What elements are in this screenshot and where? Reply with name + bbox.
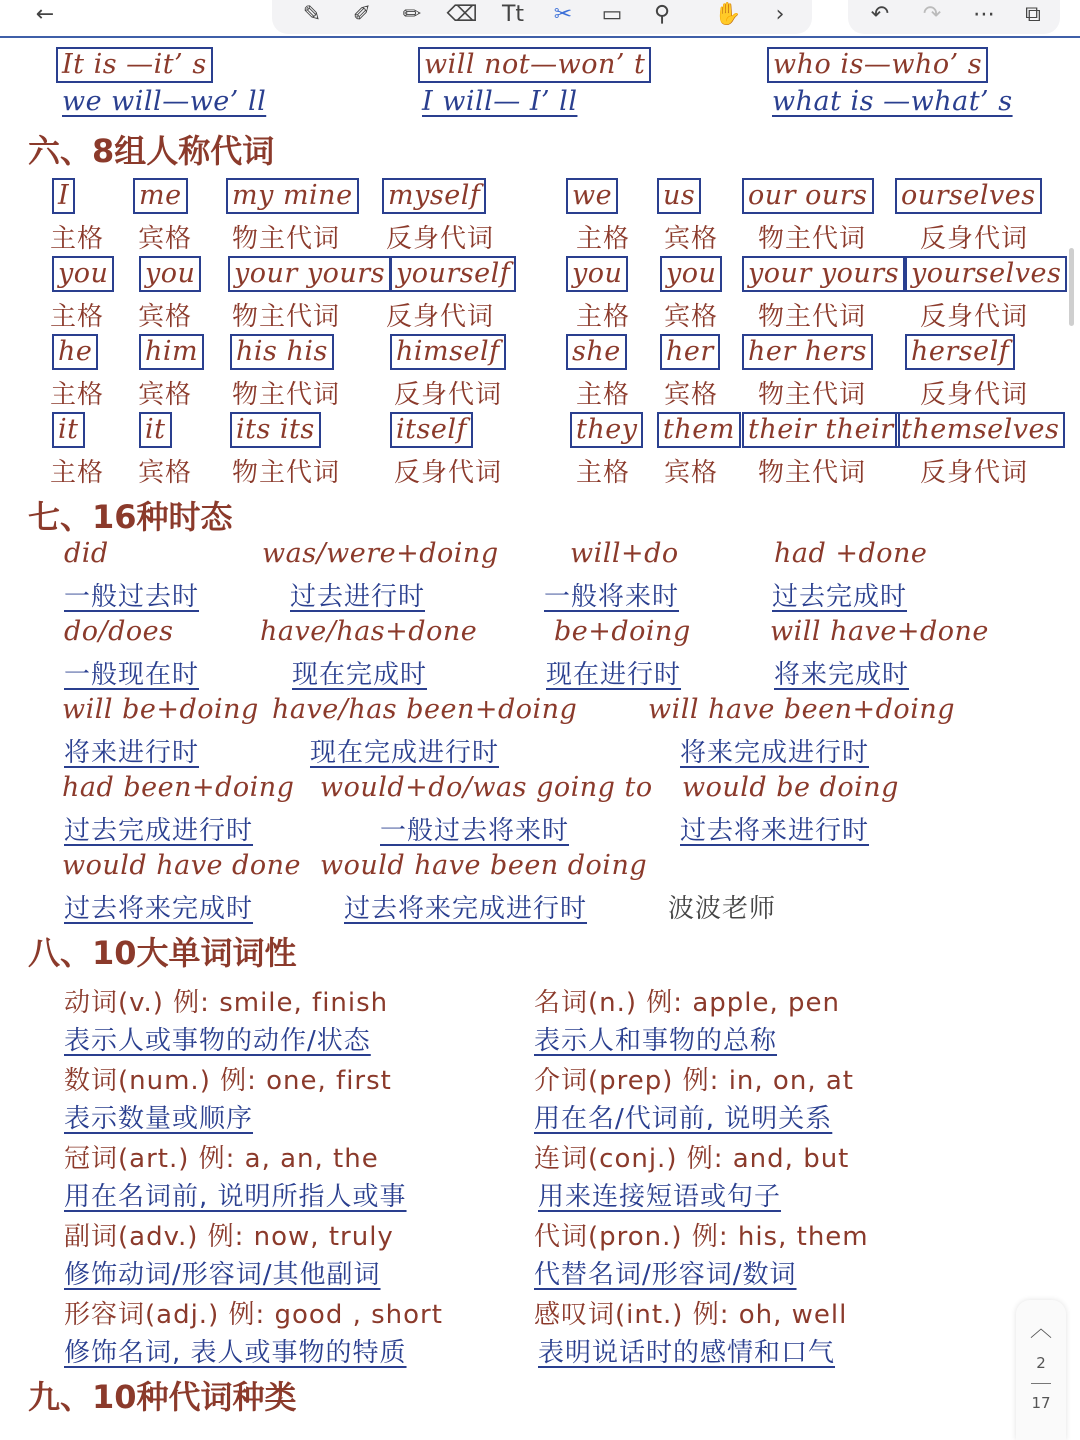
pos-desc: 用在名词前, 说明所指人或事 <box>64 1182 407 1212</box>
case-label: 主格 <box>576 224 631 254</box>
case-label: 物主代词 <box>758 380 867 410</box>
tense-name: 现在进行时 <box>546 660 682 690</box>
pronoun-box: we <box>566 178 618 214</box>
case-label: 反身代词 <box>394 380 503 410</box>
case-label: 主格 <box>576 302 631 332</box>
pos-head: 代词(pron.) 例: his, them <box>534 1222 869 1252</box>
case-label: 反身代词 <box>920 458 1029 488</box>
pronoun-box: you <box>566 256 628 292</box>
tense-form: will have been+doing <box>648 694 955 725</box>
microphone-icon: ⚲ <box>653 1 671 27</box>
image-tool[interactable] <box>596 0 628 28</box>
pronoun-box: they <box>570 412 643 448</box>
pronoun-box: she <box>566 334 627 370</box>
tense-name: 将来进行时 <box>64 738 200 768</box>
undo-icon: ↶ <box>870 1 890 27</box>
case-label: 宾格 <box>664 224 719 254</box>
tense-name: 一般将来时 <box>544 582 680 612</box>
tense-name: 过去将来进行时 <box>680 816 870 846</box>
pencil-tool[interactable] <box>396 0 428 28</box>
tense-name: 一般现在时 <box>64 660 200 690</box>
tense-form: was/were+doing <box>262 538 499 569</box>
pronoun-box: yourselves <box>905 256 1067 292</box>
pos-desc: 表示数量或顺序 <box>64 1104 254 1134</box>
tense-form: would be doing <box>682 772 899 803</box>
pronoun-box: myself <box>382 178 486 214</box>
contraction-plain: what is —what’ s <box>772 86 1013 117</box>
case-label: 主格 <box>50 380 105 410</box>
case-label: 反身代词 <box>920 224 1029 254</box>
pronoun-box: your yours <box>228 256 391 292</box>
pos-desc: 用来连接短语或句子 <box>538 1182 782 1212</box>
pronoun-box: you <box>52 256 114 292</box>
pronoun-box: us <box>657 178 701 214</box>
tense-name: 过去完成进行时 <box>64 816 254 846</box>
case-label: 反身代词 <box>394 458 503 488</box>
pages-icon: ⧉ <box>1025 1 1041 27</box>
tense-name: 将来完成时 <box>774 660 910 690</box>
pencil-icon: ✏ <box>402 1 422 27</box>
case-label: 宾格 <box>138 224 193 254</box>
redo-button[interactable] <box>916 0 948 28</box>
text-icon: Tt <box>501 1 525 27</box>
tense-name: 将来完成进行时 <box>680 738 870 768</box>
lasso-icon: ✂ <box>553 1 573 27</box>
case-label: 宾格 <box>138 380 193 410</box>
contraction-boxed: It is —it’ s <box>56 47 213 83</box>
pos-head: 副词(adv.) 例: now, truly <box>64 1222 394 1252</box>
pages-button[interactable] <box>1016 0 1050 28</box>
pronoun-box: its its <box>230 412 321 448</box>
case-label: 反身代词 <box>920 380 1029 410</box>
pos-desc: 表示人或事物的动作/状态 <box>64 1026 371 1056</box>
hand-icon: ✋ <box>714 1 742 27</box>
pronoun-box: her <box>660 334 720 370</box>
arrow-left-icon: ← <box>35 1 55 27</box>
case-label: 反身代词 <box>386 302 495 332</box>
tense-name: 现在完成进行时 <box>310 738 500 768</box>
case-label: 主格 <box>50 224 105 254</box>
pos-head: 连词(conj.) 例: and, but <box>534 1144 850 1174</box>
case-label: 物主代词 <box>232 380 341 410</box>
pos-head: 形容词(adj.) 例: good , short <box>64 1300 443 1330</box>
pos-head: 介词(prep) 例: in, on, at <box>534 1066 854 1096</box>
more-button[interactable] <box>966 0 1002 28</box>
marker-tool[interactable] <box>346 0 378 28</box>
tense-form: do/does <box>64 616 174 647</box>
pronoun-box: it <box>52 412 85 448</box>
pronoun-box: he <box>52 334 98 370</box>
case-label: 宾格 <box>138 458 193 488</box>
tense-form: be+doing <box>554 616 691 647</box>
redo-icon: ↷ <box>922 1 942 27</box>
case-label: 宾格 <box>664 458 719 488</box>
pronoun-box: you <box>660 256 722 292</box>
pronoun-box: his his <box>230 334 334 370</box>
case-label: 物主代词 <box>232 224 341 254</box>
pronoun-box: our ours <box>742 178 874 214</box>
page-divider <box>1031 1383 1051 1384</box>
pos-desc: 修饰动词/形容词/其他副词 <box>64 1260 381 1290</box>
pronoun-box: herself <box>905 334 1015 370</box>
tense-name: 现在完成时 <box>292 660 428 690</box>
lasso-tool[interactable] <box>546 0 580 28</box>
pronoun-box: I <box>52 178 75 214</box>
tense-name: 一般过去将来时 <box>380 816 570 846</box>
tense-form: would+do/was going to <box>320 772 653 803</box>
pronoun-box: himself <box>390 334 506 370</box>
pos-desc: 用在名/代词前, 说明关系 <box>534 1104 833 1134</box>
case-label: 宾格 <box>664 380 719 410</box>
section-title: 七、16种时态 <box>28 498 233 536</box>
vertical-scrollbar[interactable] <box>1069 248 1074 326</box>
pronoun-box: them <box>657 412 741 448</box>
contraction-boxed: will not—won’ t <box>418 47 651 83</box>
page-up-button[interactable]: ︿ <box>1029 1317 1052 1342</box>
contraction-boxed: who is—who’ s <box>767 47 988 83</box>
section-title: 六、8组人称代词 <box>28 132 275 170</box>
contraction-plain: I will— I’ ll <box>422 86 578 117</box>
pos-desc: 代替名词/形容词/数词 <box>534 1260 797 1290</box>
pos-desc: 表明说话时的感情和口气 <box>538 1338 836 1368</box>
tense-form: had +done <box>774 538 928 569</box>
case-label: 物主代词 <box>758 224 867 254</box>
case-label: 主格 <box>576 380 631 410</box>
undo-button[interactable] <box>864 0 896 28</box>
text-tool[interactable] <box>496 0 530 28</box>
pen-tool[interactable] <box>296 0 328 28</box>
image-icon: ▭ <box>601 1 623 27</box>
tense-form: have/has been+doing <box>272 694 578 725</box>
mic-tool[interactable] <box>646 0 678 28</box>
pronoun-box: ourselves <box>895 178 1042 214</box>
marker-icon: ✐ <box>352 1 372 27</box>
pronoun-box: their their <box>742 412 900 448</box>
author-signature: 波波老师 <box>668 894 777 924</box>
back-button[interactable] <box>28 0 62 28</box>
tense-name: 过去将来完成进行时 <box>344 894 588 924</box>
case-label: 反身代词 <box>920 302 1029 332</box>
pos-desc: 修饰名词, 表人或事物的特质 <box>64 1338 407 1368</box>
pos-desc: 表示人和事物的总称 <box>534 1026 778 1056</box>
tense-form: will have+done <box>770 616 989 647</box>
pos-head: 感叹词(int.) 例: oh, well <box>534 1300 848 1330</box>
case-label: 物主代词 <box>758 458 867 488</box>
section-title: 八、10大单词词性 <box>28 934 297 972</box>
pronoun-box: your yours <box>742 256 905 292</box>
pronoun-box: it <box>139 412 172 448</box>
tense-name: 过去进行时 <box>290 582 426 612</box>
case-label: 物主代词 <box>232 458 341 488</box>
pronoun-box: you <box>139 256 201 292</box>
pronoun-box: her hers <box>742 334 873 370</box>
case-label: 宾格 <box>138 302 193 332</box>
case-label: 主格 <box>50 302 105 332</box>
tense-name: 一般过去时 <box>64 582 200 612</box>
toolbar-divider <box>0 36 1080 38</box>
pos-head: 名词(n.) 例: apple, pen <box>534 988 840 1018</box>
pos-head: 动词(v.) 例: smile, finish <box>64 988 389 1018</box>
section-title: 九、10种代词种类 <box>28 1378 297 1416</box>
chevron-right-icon: › <box>775 1 785 27</box>
pos-head: 数词(num.) 例: one, first <box>64 1066 392 1096</box>
tense-form: will be+doing <box>62 694 259 725</box>
case-label: 主格 <box>576 458 631 488</box>
pronoun-box: him <box>139 334 204 370</box>
page-indicator <box>1016 1300 1066 1440</box>
contraction-plain: we will—we’ ll <box>62 86 267 117</box>
pronoun-box: themselves <box>895 412 1065 448</box>
tense-form: had been+doing <box>62 772 295 803</box>
case-label: 主格 <box>50 458 105 488</box>
pronoun-box: itself <box>390 412 473 448</box>
more-icon: ⋯ <box>973 1 995 27</box>
tense-form: would have done <box>62 850 301 881</box>
tense-form: have/has+done <box>260 616 478 647</box>
current-page: 2 <box>1036 1354 1046 1372</box>
case-label: 物主代词 <box>232 302 341 332</box>
pronoun-box: my mine <box>226 178 359 214</box>
case-label: 宾格 <box>664 302 719 332</box>
pen-icon: ✎ <box>302 1 322 27</box>
total-pages: 17 <box>1031 1394 1051 1412</box>
eraser-icon: ⌫ <box>446 1 478 27</box>
pronoun-box: me <box>133 178 188 214</box>
eraser-tool[interactable] <box>446 0 478 28</box>
pos-head: 冠词(art.) 例: a, an, the <box>64 1144 379 1174</box>
tense-form: would have been doing <box>320 850 648 881</box>
case-label: 反身代词 <box>386 224 495 254</box>
tense-name: 过去将来完成时 <box>64 894 254 924</box>
more-tools-button[interactable] <box>766 0 794 28</box>
tense-form: did <box>64 538 109 569</box>
hand-tool[interactable] <box>712 0 744 28</box>
pronoun-box: yourself <box>390 256 516 292</box>
tense-name: 过去完成时 <box>772 582 908 612</box>
tense-form: will+do <box>570 538 679 569</box>
case-label: 物主代词 <box>758 302 867 332</box>
